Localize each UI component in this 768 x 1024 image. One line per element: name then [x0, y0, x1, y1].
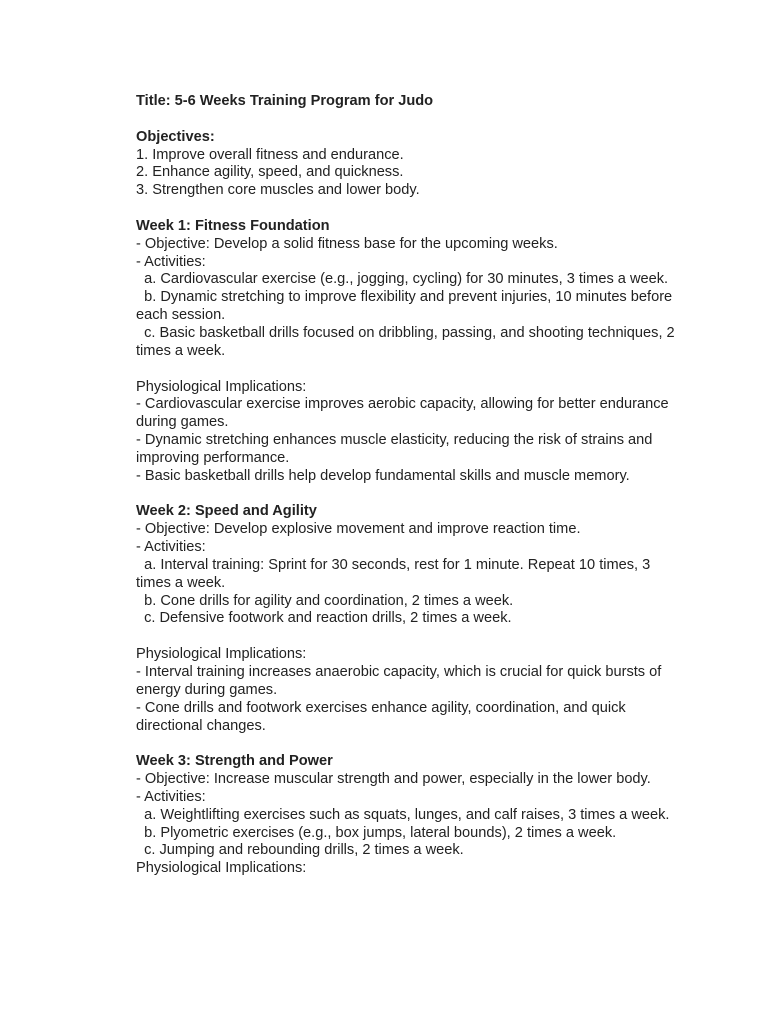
week3-implications-label: Physiological Implications: — [136, 860, 307, 877]
week1-activity-b: b. Dynamic stretching to improve flexibility and prevent injuries, 10 minutes before each session. — [136, 289, 677, 324]
week2-implication-2: - Cone drills and footwork exercises enhance agility, coordination, and quick directional changes. — [136, 699, 630, 734]
spacer — [136, 486, 676, 504]
document-page — [136, 93, 679, 878]
week3-activities-label: - Activities: — [136, 788, 206, 805]
week1-implication-2: - Dynamic stretching enhances muscle elasticity, reducing the risk of strains and improving performance. — [136, 432, 657, 466]
week3-objective: - Objective: Increase muscular strength and power, especially in the lower body. — [136, 771, 651, 788]
week2-objective: - Objective: Develop explosive movement and improve reaction time. — [136, 521, 581, 538]
week2-activity-c: c. Defensive footwork and reaction drills, 2 times a week. — [136, 610, 512, 627]
week2-activities-label: - Activities: — [136, 539, 206, 556]
spacer — [136, 735, 676, 753]
week1-activity-c: c. Basic basketball drills focused on dribbling, passing, and shooting techniques, 2 times a week. — [136, 324, 679, 359]
objective-item-2: 2. Enhance agility, speed, and quickness. — [136, 164, 404, 181]
week3-activity-c: c. Jumping and rebounding drills, 2 times a week. — [136, 842, 464, 859]
week1-objective: - Objective: Develop a solid fitness base for the upcoming weeks. — [136, 235, 558, 252]
week1-implication-3: - Basic basketball drills help develop fundamental skills and muscle memory. — [136, 467, 630, 484]
objective-item-3: 3. Strengthen core muscles and lower body. — [136, 182, 420, 199]
week3-heading: Week 3: Strength and Power — [136, 753, 333, 770]
week2-activity-b: b. Cone drills for agility and coordination, 2 times a week. — [136, 592, 514, 609]
week3-activity-a: a. Weightlifting exercises such as squats, lunges, and calf raises, 3 times a week. — [136, 806, 670, 823]
week2-activity-a: a. Interval training: Sprint for 30 seconds, rest for 1 minute. Repeat 10 times, 3 times a week. — [136, 556, 655, 591]
week1-heading: Week 1: Fitness Foundation — [136, 217, 330, 234]
document-title: Title: 5-6 Weeks Training Program for Judo — [136, 93, 434, 109]
objectives-heading: Objectives: — [136, 128, 215, 145]
objective-item-1: 1. Improve overall fitness and endurance. — [136, 146, 404, 163]
week2-heading: Week 2: Speed and Agility — [136, 503, 317, 520]
week3-activity-b: b. Plyometric exercises (e.g., box jumps, lateral bounds), 2 times a week. — [136, 824, 617, 841]
week2-implication-1: - Interval training increases anaerobic capacity, which is crucial for quick bursts of energy during games. — [136, 664, 666, 698]
week2-implications-label: Physiological Implications: — [136, 646, 307, 663]
spacer — [136, 200, 676, 218]
spacer — [136, 628, 676, 646]
week1-implication-1: - Cardiovascular exercise improves aerobic capacity, allowing for better endurance during games. — [136, 396, 673, 431]
week1-activity-a: a. Cardiovascular exercise (e.g., jogging, cycling) for 30 minutes, 3 times a week. — [136, 271, 669, 288]
week1-activities-label: - Activities: — [136, 253, 206, 270]
spacer — [136, 111, 676, 129]
spacer — [136, 361, 676, 379]
week1-implications-label: Physiological Implications: — [136, 378, 307, 395]
